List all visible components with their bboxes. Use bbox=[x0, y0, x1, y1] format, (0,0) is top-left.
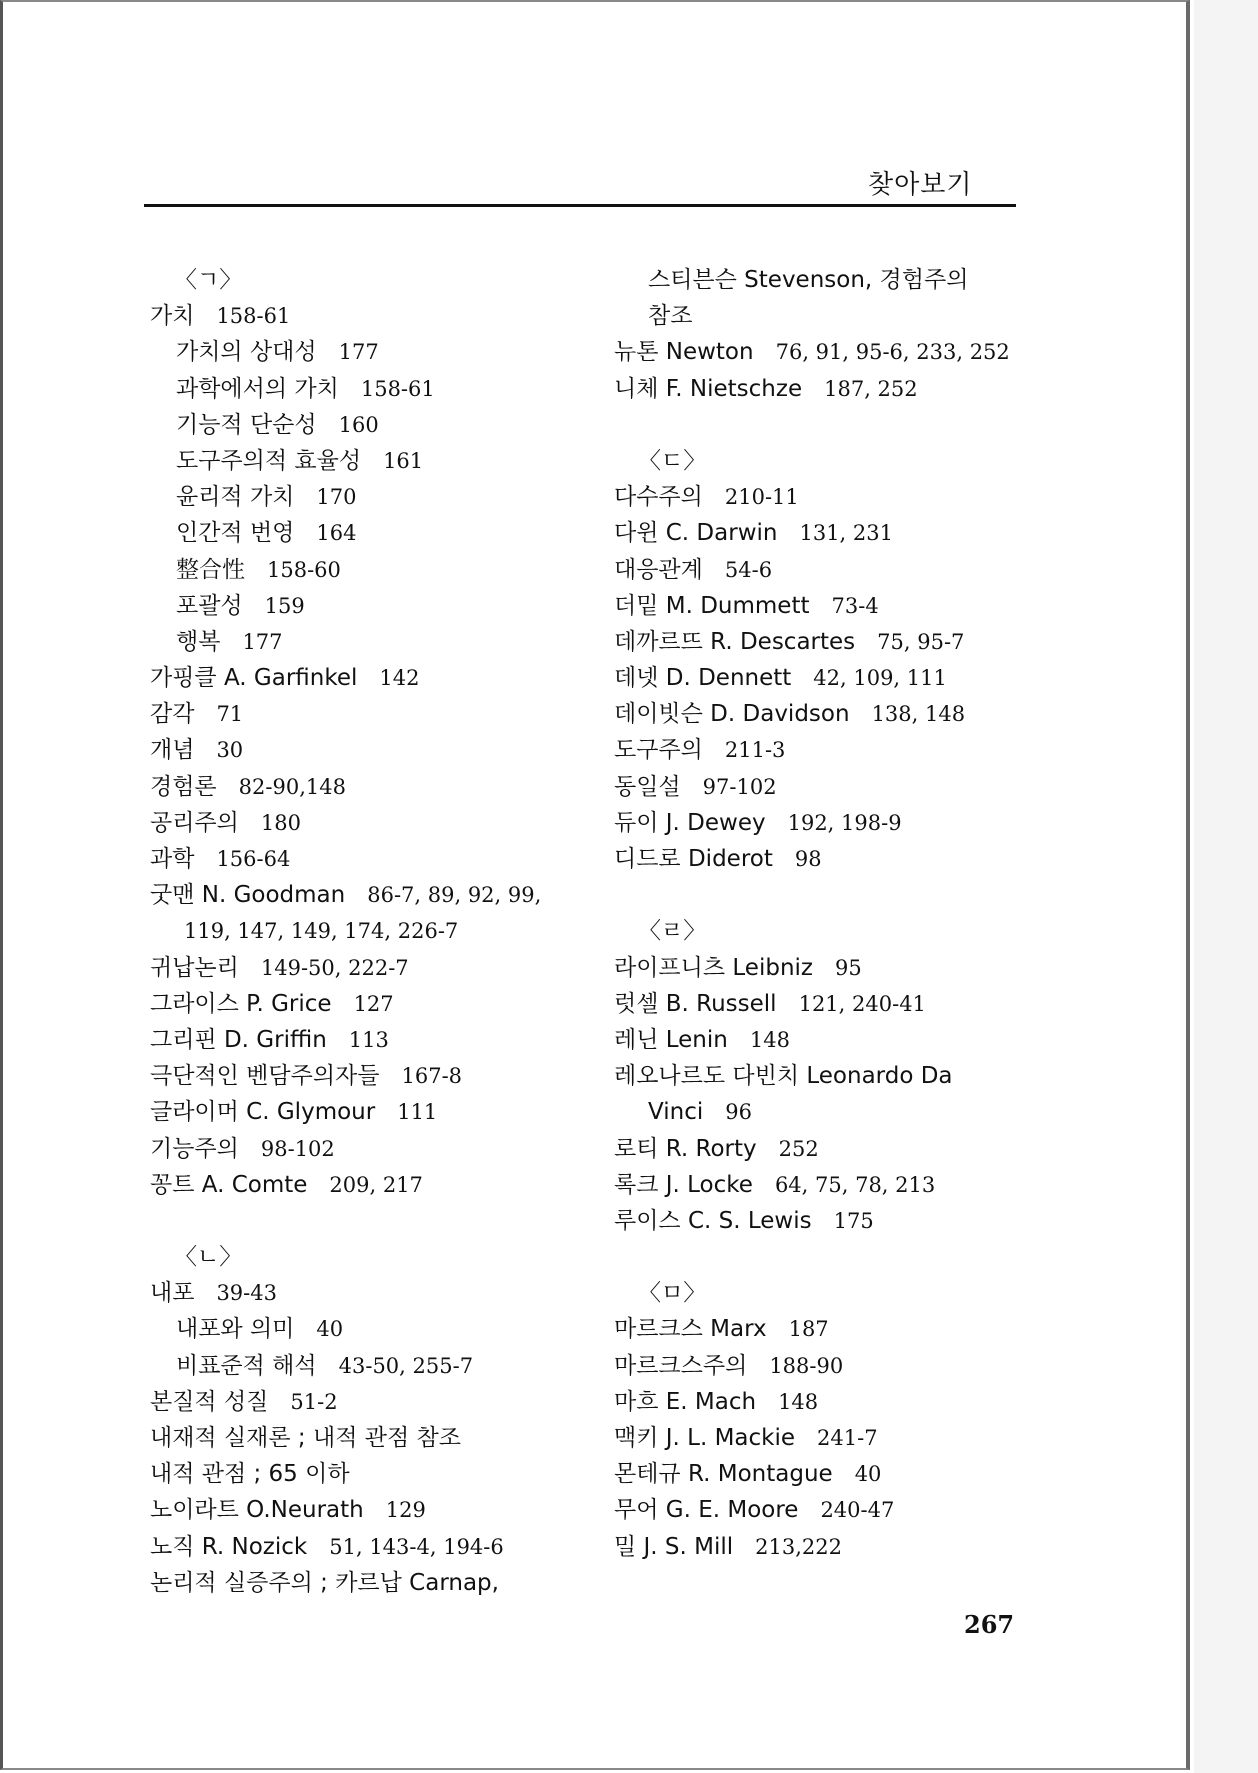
index-continuation bbox=[150, 913, 610, 949]
entry-term: 글라이머 C. Glymour bbox=[150, 1099, 376, 1126]
index-entry bbox=[150, 1420, 610, 1456]
index-entry bbox=[614, 1384, 1034, 1420]
entry-pages: 39-43 bbox=[216, 1281, 277, 1306]
entry-pages: 158-60 bbox=[267, 557, 341, 582]
index-subentry bbox=[150, 334, 610, 370]
entry-pages: 119, 147, 149, 174, 226-7 bbox=[184, 919, 459, 944]
entry-pages: 111 bbox=[397, 1100, 438, 1125]
index-entry bbox=[150, 877, 610, 913]
section-heading: 〈ㅁ〉 bbox=[638, 1280, 707, 1307]
entry-term: 럿셀 B. Russell bbox=[614, 990, 777, 1017]
index-entry bbox=[614, 371, 1034, 407]
entry-pages: 73-4 bbox=[831, 593, 879, 618]
entry-term: 개념 bbox=[150, 737, 195, 764]
running-head: 찾아보기 bbox=[868, 170, 973, 200]
index-entry bbox=[150, 1167, 610, 1203]
index-subentry bbox=[150, 479, 610, 515]
entry-term: 경험론 bbox=[150, 773, 217, 800]
entry-pages: 75, 95-7 bbox=[877, 629, 965, 654]
index-continuation bbox=[614, 262, 1034, 298]
section-heading: 〈ㄷ〉 bbox=[638, 447, 707, 474]
entry-pages: 96 bbox=[725, 1100, 752, 1125]
section-gap bbox=[614, 1239, 1034, 1275]
entry-pages: 192, 198-9 bbox=[787, 810, 902, 835]
section-gap bbox=[614, 877, 1034, 913]
entry-term: 동일설 bbox=[614, 773, 681, 800]
entry-term: 도구주의 bbox=[614, 737, 703, 764]
index-entry bbox=[614, 624, 1034, 660]
entry-term: 더밑 M. Dummett bbox=[614, 592, 810, 619]
entry-pages: 161 bbox=[383, 448, 424, 473]
entry-term: 整合性 bbox=[176, 556, 245, 583]
entry-term: 디드로 Diderot bbox=[614, 846, 773, 872]
entry-pages: 82-90,148 bbox=[238, 774, 346, 799]
entry-pages: 54-6 bbox=[724, 557, 773, 582]
entry-term: 그라이스 P. Grice bbox=[150, 990, 332, 1017]
entry-pages: 76, 91, 95-6, 233, 252 bbox=[775, 340, 1010, 365]
index-entry bbox=[150, 696, 610, 732]
entry-term: 기능주의 bbox=[150, 1135, 239, 1162]
index-entry bbox=[150, 1094, 610, 1130]
index-entry bbox=[614, 1131, 1034, 1167]
index-entry bbox=[614, 1311, 1034, 1347]
entry-pages: 164 bbox=[316, 521, 357, 546]
entry-term: 맥키 J. L. Mackie bbox=[614, 1425, 796, 1451]
index-entry bbox=[614, 732, 1034, 768]
entry-term: 레오나르도 다빈치 Leonardo Da bbox=[614, 1063, 953, 1090]
entry-pages: 209, 217 bbox=[329, 1172, 423, 1197]
index-subentry bbox=[150, 371, 610, 407]
entry-pages: 210-11 bbox=[724, 485, 799, 510]
entry-term: Vinci bbox=[648, 1099, 704, 1126]
entry-term: 니체 F. Nietschze bbox=[614, 375, 803, 402]
header-rule bbox=[144, 204, 1016, 207]
entry-term: 무어 G. E. Moore bbox=[614, 1497, 799, 1524]
entry-pages: 156-64 bbox=[216, 847, 291, 871]
index-entry bbox=[150, 298, 610, 334]
entry-pages: 159 bbox=[264, 593, 305, 618]
index-entry bbox=[614, 769, 1034, 805]
entry-term: 윤리적 가치 bbox=[176, 484, 295, 511]
index-entry bbox=[614, 1348, 1034, 1384]
entry-pages: 148 bbox=[778, 1389, 819, 1414]
index-column-left bbox=[150, 262, 610, 1601]
entry-term: 데넷 D. Dennett bbox=[614, 665, 792, 692]
index-entry bbox=[614, 1420, 1034, 1456]
entry-pages: 187, 252 bbox=[824, 376, 918, 401]
entry-pages: 187 bbox=[788, 1317, 829, 1342]
entry-pages: 43-50, 255-7 bbox=[338, 1353, 474, 1378]
index-entry bbox=[614, 1058, 1034, 1094]
index-entry bbox=[150, 841, 610, 877]
entry-pages: 175 bbox=[833, 1208, 874, 1233]
index-entry bbox=[614, 986, 1034, 1022]
entry-pages: 138, 148 bbox=[871, 702, 966, 727]
entry-term: 가치 bbox=[150, 303, 195, 330]
entry-term: 뉴톤 Newton bbox=[614, 339, 754, 366]
index-entry bbox=[614, 515, 1034, 551]
entry-pages: 113 bbox=[348, 1027, 389, 1052]
entry-pages: 167-8 bbox=[401, 1064, 463, 1089]
index-entry bbox=[614, 1492, 1034, 1528]
index-entry bbox=[614, 552, 1034, 588]
index-entry bbox=[150, 986, 610, 1022]
index-entry bbox=[614, 588, 1034, 624]
entry-pages: 170 bbox=[316, 485, 357, 510]
entry-pages: 51, 143-4, 194-6 bbox=[329, 1534, 504, 1559]
entry-term: 데까르뜨 R. Descartes bbox=[614, 628, 856, 655]
index-subentry bbox=[150, 515, 610, 551]
index-entry bbox=[150, 1565, 610, 1601]
entry-term: 본질적 성질 bbox=[150, 1388, 269, 1415]
entry-term: 행복 bbox=[176, 628, 221, 655]
entry-term: 내포와 의미 bbox=[176, 1316, 295, 1343]
page-edge-margin bbox=[1194, 0, 1258, 1773]
entry-pages: 158-61 bbox=[360, 376, 435, 401]
entry-pages: 121, 240-41 bbox=[798, 991, 926, 1016]
index-column-right bbox=[614, 262, 1034, 1565]
entry-term: 로티 R. Rorty bbox=[614, 1135, 757, 1162]
index-entry bbox=[150, 1529, 610, 1565]
entry-term: 마르크스주의 bbox=[614, 1352, 748, 1379]
entry-pages: 177 bbox=[338, 340, 379, 365]
index-entry bbox=[614, 1167, 1034, 1203]
entry-term: 공리주의 bbox=[150, 809, 239, 836]
entry-pages: 40 bbox=[854, 1462, 882, 1487]
entry-term: 노이라트 O.Neurath bbox=[150, 1497, 364, 1524]
entry-term: 내적 관점 ; 65 이하 bbox=[150, 1461, 350, 1488]
entry-term: 논리적 실증주의 ; 카르납 Carnap, bbox=[150, 1569, 499, 1596]
page-number: 267 bbox=[964, 1610, 1015, 1639]
entry-term: 루이스 C. S. Lewis bbox=[614, 1207, 812, 1234]
entry-term: 다수주의 bbox=[614, 484, 703, 511]
entry-term: 꽁트 A. Comte bbox=[150, 1171, 308, 1198]
index-subentry bbox=[150, 1348, 610, 1384]
index-entry bbox=[150, 1275, 610, 1311]
index-entry bbox=[614, 1203, 1034, 1239]
entry-pages: 241-7 bbox=[817, 1426, 878, 1450]
entry-term: 굿맨 N. Goodman bbox=[150, 882, 346, 909]
index-entry bbox=[150, 805, 610, 841]
entry-pages: 51-2 bbox=[290, 1389, 338, 1414]
section-gap bbox=[150, 1203, 610, 1239]
entry-term: 데이빗슨 D. Davidson bbox=[614, 701, 850, 728]
entry-pages: 64, 75, 78, 213 bbox=[774, 1172, 936, 1197]
entry-term: 마흐 E. Mach bbox=[614, 1388, 757, 1415]
index-entry bbox=[150, 1022, 610, 1058]
index-entry bbox=[150, 769, 610, 805]
entry-pages: 86-7, 89, 92, 99, bbox=[367, 883, 542, 908]
index-subentry bbox=[150, 1311, 610, 1347]
entry-term: 가핑클 A. Garfinkel bbox=[150, 665, 358, 692]
entry-pages: 148 bbox=[749, 1027, 790, 1052]
index-subentry bbox=[150, 443, 610, 479]
index-entry bbox=[614, 1529, 1034, 1565]
entry-pages: 127 bbox=[353, 991, 394, 1016]
index-entry bbox=[614, 660, 1034, 696]
entry-term: 도구주의적 효율성 bbox=[176, 447, 362, 474]
entry-pages: 97-102 bbox=[702, 774, 777, 799]
entry-term: 내포 bbox=[150, 1280, 195, 1307]
section-heading: 〈ㄹ〉 bbox=[638, 918, 707, 945]
index-entry bbox=[150, 1492, 610, 1528]
entry-pages: 180 bbox=[260, 810, 301, 835]
index-entry bbox=[150, 950, 610, 986]
index-entry bbox=[614, 479, 1034, 515]
entry-pages: 158-61 bbox=[216, 304, 291, 329]
index-entry bbox=[614, 696, 1034, 732]
entry-term: 레닌 Lenin bbox=[614, 1026, 728, 1053]
entry-term: 비표준적 해석 bbox=[176, 1352, 317, 1379]
section-heading: 〈ㄴ〉 bbox=[174, 1244, 243, 1271]
index-entry bbox=[150, 1058, 610, 1094]
entry-pages: 177 bbox=[242, 629, 283, 654]
entry-term: 기능적 단순성 bbox=[176, 411, 317, 438]
section-heading: 〈ㄱ〉 bbox=[174, 267, 243, 293]
index-subentry bbox=[150, 588, 610, 624]
entry-pages: 30 bbox=[216, 738, 244, 763]
entry-term: 포괄성 bbox=[176, 592, 243, 619]
entry-term: 인간적 번영 bbox=[176, 520, 295, 547]
index-entry bbox=[150, 1384, 610, 1420]
entry-pages: 149-50, 222-7 bbox=[260, 955, 409, 980]
entry-pages: 240-47 bbox=[820, 1498, 895, 1523]
index-subentry bbox=[150, 407, 610, 443]
entry-term: 밀 J. S. Mill bbox=[614, 1533, 734, 1560]
entry-term: 대응관계 bbox=[614, 556, 703, 583]
section-gap bbox=[614, 407, 1034, 443]
entry-term: 극단적인 벤담주의자들 bbox=[150, 1063, 380, 1090]
entry-pages: 188-90 bbox=[769, 1353, 844, 1378]
entry-term: 라이프니츠 Leibniz bbox=[614, 954, 813, 981]
index-continuation bbox=[614, 1094, 1034, 1130]
entry-term: 몬테규 R. Montague bbox=[614, 1461, 833, 1488]
entry-term: 그리핀 D. Griffin bbox=[150, 1026, 327, 1053]
index-entry bbox=[150, 660, 610, 696]
entry-pages: 131, 231 bbox=[799, 521, 893, 546]
entry-pages: 98 bbox=[794, 847, 822, 871]
entry-pages: 98-102 bbox=[260, 1136, 335, 1161]
entry-pages: 71 bbox=[216, 702, 244, 727]
index-subentry bbox=[150, 624, 610, 660]
index-entry bbox=[614, 1456, 1034, 1492]
entry-pages: 95 bbox=[835, 955, 862, 980]
entry-term: 마르크스 Marx bbox=[614, 1316, 767, 1343]
entry-term: 과학 bbox=[150, 846, 195, 872]
entry-term: 귀납논리 bbox=[150, 954, 239, 981]
entry-pages: 142 bbox=[379, 666, 420, 691]
index-entry bbox=[150, 1131, 610, 1167]
entry-pages: 211-3 bbox=[724, 738, 786, 763]
entry-term: 다윈 C. Darwin bbox=[614, 520, 778, 547]
entry-pages: 129 bbox=[385, 1498, 426, 1523]
index-entry bbox=[150, 1456, 610, 1492]
entry-term: 과학에서의 가치 bbox=[176, 375, 339, 402]
entry-pages: 213,222 bbox=[755, 1534, 843, 1559]
entry-term: 감각 bbox=[150, 701, 195, 728]
index-entry bbox=[150, 732, 610, 768]
entry-pages: 252 bbox=[778, 1136, 819, 1161]
entry-term: 록크 J. Locke bbox=[614, 1171, 753, 1198]
entry-term: 내재적 실재론 ; 내적 관점 참조 bbox=[150, 1425, 461, 1451]
index-subentry bbox=[150, 552, 610, 588]
entry-pages: 40 bbox=[316, 1317, 344, 1342]
entry-pages: 42, 109, 111 bbox=[813, 666, 947, 691]
entry-pages: 160 bbox=[338, 412, 379, 437]
index-entry bbox=[614, 841, 1034, 877]
index-entry bbox=[614, 1022, 1034, 1058]
index-entry bbox=[614, 950, 1034, 986]
entry-term: 노직 R. Nozick bbox=[150, 1533, 308, 1560]
entry-term: 듀이 J. Dewey bbox=[614, 809, 766, 836]
entry-term: 스티븐슨 Stevenson, 경험주의 bbox=[648, 267, 969, 293]
entry-term: 참조 bbox=[648, 303, 693, 330]
index-entry bbox=[614, 334, 1034, 370]
index-continuation bbox=[614, 298, 1034, 334]
index-entry bbox=[614, 805, 1034, 841]
entry-term: 가치의 상대성 bbox=[176, 339, 317, 366]
